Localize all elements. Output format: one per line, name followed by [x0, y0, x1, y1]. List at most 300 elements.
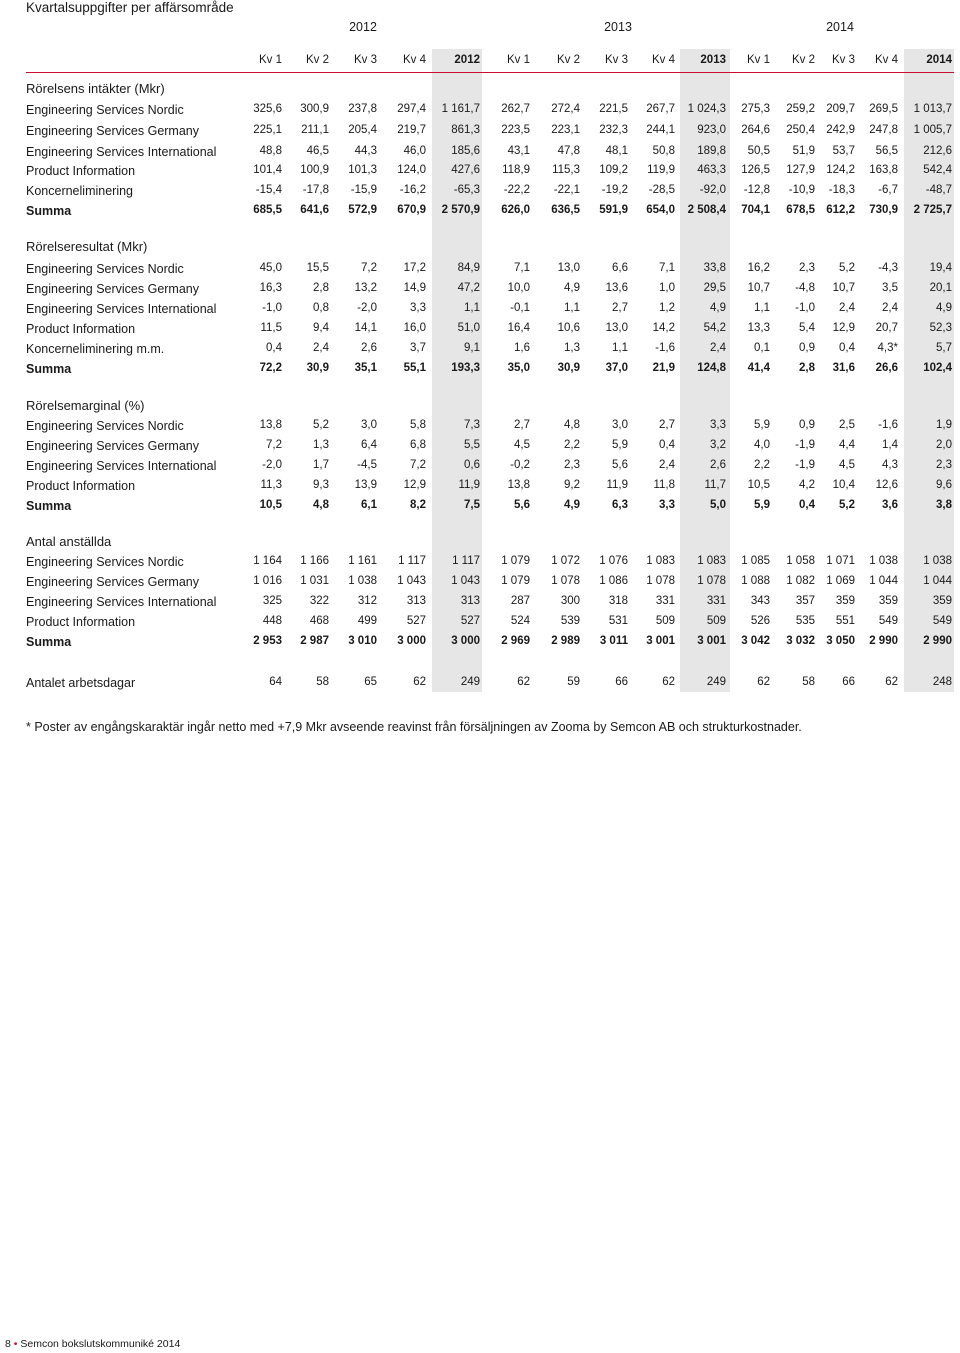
table-row	[0, 184, 960, 202]
table-cell: 20,1	[929, 282, 952, 294]
table-cell: 2,2	[564, 439, 580, 451]
table-cell: 300	[560, 595, 580, 607]
table-cell: 297,4	[397, 103, 426, 115]
table-cell: 21,9	[652, 362, 675, 374]
table-cell: 463,3	[697, 164, 726, 176]
row-label: Engineering Services Nordic	[26, 103, 184, 117]
table-cell: -28,5	[648, 184, 675, 196]
table-cell: 259,2	[786, 103, 815, 115]
table-cell: 115,3	[552, 164, 580, 176]
table-cell: 2 570,9	[441, 204, 480, 216]
table-cell: 5,2	[839, 262, 855, 274]
table-cell: 50,8	[652, 145, 675, 157]
table-cell: 1 024,3	[687, 103, 726, 115]
column-header: Kv 1	[506, 54, 530, 66]
table-cell: 119,9	[647, 164, 675, 176]
table-cell: 527	[460, 615, 480, 627]
table-row	[0, 575, 960, 593]
table-cell: 26,6	[875, 362, 898, 374]
table-cell: 4,9	[710, 302, 726, 314]
table-cell: 46,0	[403, 145, 426, 157]
table-cell: 124,0	[397, 164, 426, 176]
table-cell: 15,5	[306, 262, 329, 274]
footnote: * Poster av engångskaraktär ingår netto med +7,9 Mkr avseende reavinst från försäljningen av Zooma by Semcon AB och strukturkostnader.	[26, 720, 802, 734]
page-title: Kvartalsuppgifter per affärsområde	[26, 0, 234, 15]
row-label: Engineering Services International	[26, 459, 217, 473]
row-label: Koncerneliminering	[26, 184, 134, 198]
table-cell: 13,0	[605, 322, 628, 334]
table-cell: 499	[357, 615, 377, 627]
table-cell: 0,4	[839, 342, 855, 354]
table-cell: 2,4	[710, 342, 726, 354]
table-cell: 84,9	[457, 262, 480, 274]
column-header: Kv 2	[305, 54, 329, 66]
table-cell: 1,2	[659, 302, 675, 314]
table-cell: 48,1	[605, 145, 628, 157]
table-row	[0, 555, 960, 573]
table-cell: 685,5	[253, 204, 282, 216]
table-row	[0, 282, 960, 300]
table-cell: 4,0	[754, 439, 770, 451]
table-cell: 5,6	[612, 459, 628, 471]
table-cell: 45,0	[259, 262, 282, 274]
table-cell: 313	[460, 595, 480, 607]
table-cell: 244,1	[646, 124, 675, 136]
table-cell: 3,7	[410, 342, 426, 354]
table-cell: 10,5	[259, 499, 282, 511]
table-cell: 2 969	[501, 635, 530, 647]
column-header: 2014	[926, 54, 952, 66]
table-row	[0, 342, 960, 360]
row-label: Engineering Services International	[26, 595, 217, 609]
column-header: Kv 4	[651, 54, 675, 66]
table-row	[0, 103, 960, 121]
table-cell: 10,6	[557, 322, 580, 334]
table-cell: 225,1	[253, 124, 282, 136]
table-cell: 3,5	[882, 282, 898, 294]
table-cell: 10,0	[507, 282, 530, 294]
table-cell: 0,9	[799, 342, 815, 354]
table-cell: 526	[750, 615, 770, 627]
table-cell: 312	[357, 595, 377, 607]
table-cell: 55,1	[403, 362, 426, 374]
table-cell: 1 117	[398, 555, 426, 567]
table-cell: -15,4	[255, 184, 282, 196]
table-cell: 41,4	[747, 362, 770, 374]
table-cell: 468	[309, 615, 329, 627]
section-heading: Antal anställda	[26, 534, 112, 549]
table-cell: 542,4	[923, 164, 952, 176]
row-label: Engineering Services International	[26, 302, 217, 316]
table-cell: 10,4	[832, 479, 855, 491]
table-cell: 318	[608, 595, 628, 607]
table-cell: 10,7	[832, 282, 855, 294]
table-cell: 3 001	[646, 635, 675, 647]
page-footer	[5, 1338, 180, 1350]
table-cell: 1 038	[923, 555, 952, 567]
table-cell: 5,8	[410, 419, 426, 431]
table-row	[0, 322, 960, 340]
table-cell: 678,5	[786, 204, 815, 216]
table-cell: 1 031	[300, 575, 329, 587]
table-cell: 313	[406, 595, 426, 607]
table-cell: 509	[655, 615, 675, 627]
table-cell: 1 044	[869, 575, 898, 587]
table-cell: 19,4	[929, 262, 952, 274]
table-cell: 1,4	[882, 439, 898, 451]
section-heading: Rörelsemarginal (%)	[26, 398, 145, 413]
table-cell: 7,5	[464, 499, 480, 511]
table-cell: 0,8	[313, 302, 329, 314]
table-cell: 1 069	[826, 575, 855, 587]
table-cell: 0,4	[799, 499, 815, 511]
table-cell: 2 990	[869, 635, 898, 647]
table-cell: 16,2	[747, 262, 770, 274]
year-header-row	[0, 20, 960, 36]
table-cell: 322	[309, 595, 329, 607]
header-divider	[26, 72, 954, 73]
row-label: Engineering Services Nordic	[26, 555, 184, 569]
row-label: Engineering Services Germany	[26, 575, 199, 589]
table-cell: 2,4	[659, 459, 675, 471]
table-cell: 1 078	[551, 575, 580, 587]
table-cell: 35,1	[354, 362, 377, 374]
table-cell: 1 083	[646, 555, 675, 567]
table-cell: 670,9	[397, 204, 426, 216]
table-cell: 2 725,7	[913, 204, 952, 216]
year-label: 2014	[826, 20, 854, 34]
table-cell: 3,3	[410, 302, 426, 314]
table-cell: 127,9	[786, 164, 815, 176]
table-cell: 62	[757, 676, 770, 688]
table-cell: 9,2	[564, 479, 580, 491]
table-cell: -12,8	[743, 184, 770, 196]
table-cell: 5,6	[514, 499, 530, 511]
table-row	[0, 124, 960, 142]
table-cell: -4,3	[878, 262, 898, 274]
table-cell: 1 043	[451, 575, 480, 587]
row-label: Summa	[26, 204, 72, 218]
column-header: Kv 4	[874, 54, 898, 66]
table-cell: 1 071	[826, 555, 855, 567]
table-cell: 66	[842, 676, 855, 688]
row-label: Engineering Services International	[26, 145, 217, 159]
table-cell: 331	[655, 595, 675, 607]
table-cell: 163,8	[869, 164, 898, 176]
table-cell: 535	[795, 615, 815, 627]
table-cell: 1 013,7	[913, 103, 952, 115]
table-cell: -18,3	[828, 184, 855, 196]
table-cell: 2,7	[612, 302, 628, 314]
table-cell: 5,4	[799, 322, 815, 334]
table-cell: 205,4	[348, 124, 377, 136]
table-cell: 275,3	[741, 103, 770, 115]
table-cell: 11,9	[458, 479, 480, 491]
table-cell: 1 005,7	[913, 124, 952, 136]
table-cell: 4,8	[313, 499, 329, 511]
row-label: Summa	[26, 362, 72, 376]
table-cell: 7,1	[514, 262, 530, 274]
table-cell: 3 032	[786, 635, 815, 647]
table-cell: 0,4	[266, 342, 282, 354]
table-cell: 14,1	[354, 322, 377, 334]
row-label: Koncerneliminering m.m.	[26, 342, 165, 356]
row-label: Product Information	[26, 615, 136, 629]
table-cell: 8,2	[410, 499, 426, 511]
table-cell: 4,8	[564, 419, 580, 431]
table-cell: 47,8	[557, 145, 580, 157]
table-cell: 14,2	[652, 322, 675, 334]
table-row	[0, 145, 960, 163]
table-row	[0, 439, 960, 457]
table-cell: 262,7	[501, 103, 530, 115]
table-cell: 3 000	[451, 635, 480, 647]
table-cell: 359	[878, 595, 898, 607]
column-header: Kv 3	[353, 54, 377, 66]
table-cell: 1 088	[741, 575, 770, 587]
table-cell: 1 161,7	[441, 103, 480, 115]
table-cell: 1,7	[313, 459, 329, 471]
table-cell: -2,0	[357, 302, 377, 314]
table-cell: 636,5	[551, 204, 580, 216]
table-cell: 16,0	[403, 322, 426, 334]
table-cell: 861,3	[451, 124, 480, 136]
year-label: 2012	[349, 20, 377, 34]
table-cell: 193,3	[451, 362, 480, 374]
table-cell: 43,1	[507, 145, 530, 157]
year-label: 2013	[604, 20, 632, 34]
table-cell: 20,7	[875, 322, 898, 334]
row-label: Product Information	[26, 164, 136, 178]
table-cell: -1,0	[795, 302, 815, 314]
table-cell: 7,3	[464, 419, 480, 431]
table-cell: -22,2	[503, 184, 530, 196]
table-cell: 2,2	[754, 459, 770, 471]
table-cell: 3,6	[882, 499, 898, 511]
table-cell: 549	[878, 615, 898, 627]
table-cell: 5,5	[464, 439, 480, 451]
table-cell: 59	[567, 676, 580, 688]
column-header: Kv 3	[831, 54, 855, 66]
table-cell: 54,2	[703, 322, 726, 334]
table-cell: 6,8	[410, 439, 426, 451]
table-cell: 242,9	[826, 124, 855, 136]
table-row	[0, 459, 960, 477]
table-row	[0, 615, 960, 633]
table-cell: -1,9	[795, 459, 815, 471]
table-cell: 1 085	[741, 555, 770, 567]
table-cell: 17,2	[403, 262, 426, 274]
table-row	[0, 419, 960, 437]
table-cell: 626,0	[501, 204, 530, 216]
table-cell: 14,9	[403, 282, 426, 294]
table-cell: 0,1	[754, 342, 770, 354]
table-cell: 4,9	[564, 499, 580, 511]
table-cell: 325	[262, 595, 282, 607]
table-cell: 2,0	[936, 439, 952, 451]
row-label: Product Information	[26, 322, 136, 336]
table-cell: 62	[662, 676, 675, 688]
table-cell: 219,7	[397, 124, 426, 136]
table-cell: 5,0	[710, 499, 726, 511]
table-cell: 6,6	[612, 262, 628, 274]
table-cell: 3,8	[936, 499, 952, 511]
table-cell: 2 508,4	[687, 204, 726, 216]
table-cell: -48,7	[925, 184, 952, 196]
table-cell: -1,0	[262, 302, 282, 314]
table-cell: 1 079	[501, 575, 530, 587]
table-cell: 52,3	[929, 322, 952, 334]
table-cell: 2 990	[923, 635, 952, 647]
table-cell: 3 042	[741, 635, 770, 647]
table-cell: 7,2	[266, 439, 282, 451]
table-cell: 47,2	[457, 282, 480, 294]
summary-row	[0, 635, 960, 653]
table-cell: 2,4	[313, 342, 329, 354]
table-cell: 4,3*	[877, 342, 898, 354]
table-cell: -0,2	[510, 459, 530, 471]
table-cell: 264,6	[741, 124, 770, 136]
section-heading: Rörelseresultat (Mkr)	[26, 239, 148, 254]
table-cell: 62	[517, 676, 530, 688]
table-cell: 2 989	[551, 635, 580, 647]
table-cell: 730,9	[869, 204, 898, 216]
table-cell: -92,0	[699, 184, 726, 196]
table-cell: 100,9	[300, 164, 329, 176]
table-cell: 1,3	[313, 439, 329, 451]
row-label: Antalet arbetsdagar	[26, 676, 136, 690]
table-cell: 13,6	[605, 282, 628, 294]
row-label: Engineering Services Nordic	[26, 262, 184, 276]
table-cell: 249	[706, 676, 726, 688]
table-cell: 509	[706, 615, 726, 627]
table-cell: -17,8	[302, 184, 329, 196]
row-label: Product Information	[26, 479, 136, 493]
table-cell: 1,6	[514, 342, 530, 354]
table-cell: 2,8	[313, 282, 329, 294]
table-cell: 10,5	[747, 479, 770, 491]
table-cell: 269,5	[869, 103, 898, 115]
table-cell: 1,9	[936, 419, 952, 431]
table-cell: 66	[615, 676, 628, 688]
table-cell: 51,9	[792, 145, 815, 157]
table-cell: 232,3	[599, 124, 628, 136]
table-cell: -65,3	[453, 184, 480, 196]
table-cell: 654,0	[646, 204, 675, 216]
table-cell: 1 086	[599, 575, 628, 587]
table-cell: 9,4	[313, 322, 329, 334]
table-cell: 591,9	[599, 204, 628, 216]
table-cell: 267,7	[646, 103, 675, 115]
table-cell: 1,3	[564, 342, 580, 354]
row-label: Summa	[26, 499, 72, 513]
table-cell: 124,8	[697, 362, 726, 374]
column-header: Kv 2	[556, 54, 580, 66]
table-cell: 9,1	[464, 342, 480, 354]
table-cell: 248	[932, 676, 952, 688]
table-cell: 209,7	[826, 103, 855, 115]
table-cell: 4,9	[936, 302, 952, 314]
table-cell: 612,2	[826, 204, 855, 216]
table-cell: -1,6	[655, 342, 675, 354]
table-cell: 11,9	[606, 479, 628, 491]
table-cell: 1 079	[501, 555, 530, 567]
table-cell: 3 011	[599, 635, 628, 647]
table-cell: 4,2	[799, 479, 815, 491]
table-cell: 359	[932, 595, 952, 607]
table-cell: 531	[608, 615, 628, 627]
table-cell: 2,3	[564, 459, 580, 471]
table-cell: 10,7	[747, 282, 770, 294]
table-cell: 343	[750, 595, 770, 607]
table-cell: 549	[932, 615, 952, 627]
table-cell: 2,5	[839, 419, 855, 431]
table-cell: 53,7	[832, 145, 855, 157]
table-cell: 2,4	[882, 302, 898, 314]
table-cell: 1 038	[869, 555, 898, 567]
table-cell: 250,4	[786, 124, 815, 136]
table-cell: -6,7	[878, 184, 898, 196]
table-cell: -19,2	[601, 184, 628, 196]
table-cell: 3,2	[710, 439, 726, 451]
table-cell: 185,6	[451, 145, 480, 157]
table-cell: 11,5	[260, 322, 282, 334]
table-cell: 0,4	[659, 439, 675, 451]
table-cell: 2,8	[799, 362, 815, 374]
table-cell: 13,3	[747, 322, 770, 334]
table-cell: 11,7	[704, 479, 726, 491]
table-cell: 64	[269, 676, 282, 688]
table-cell: 524	[510, 615, 530, 627]
table-cell: 5,2	[839, 499, 855, 511]
table-cell: 126,5	[741, 164, 770, 176]
table-cell: 13,8	[507, 479, 530, 491]
table-cell: 1 044	[923, 575, 952, 587]
table-cell: 211,1	[301, 124, 329, 136]
table-cell: 7,2	[361, 262, 377, 274]
table-cell: -1,6	[878, 419, 898, 431]
table-cell: 4,4	[839, 439, 855, 451]
section-heading: Rörelsens intäkter (Mkr)	[26, 81, 165, 96]
table-cell: 11,8	[653, 479, 675, 491]
table-cell: 72,2	[259, 362, 282, 374]
table-cell: 1 164	[253, 555, 282, 567]
table-cell: -22,1	[553, 184, 580, 196]
table-cell: 4,3	[882, 459, 898, 471]
table-cell: 223,1	[551, 124, 580, 136]
table-cell: 1 078	[646, 575, 675, 587]
table-cell: 2,3	[936, 459, 952, 471]
column-header-row	[0, 54, 960, 68]
table-cell: 31,6	[832, 362, 855, 374]
table-cell: 13,9	[354, 479, 377, 491]
table-cell: 2 953	[253, 635, 282, 647]
table-cell: 3 000	[397, 635, 426, 647]
table-cell: 0,6	[464, 459, 480, 471]
table-cell: 1 078	[697, 575, 726, 587]
table-cell: 448	[262, 615, 282, 627]
table-cell: 237,8	[348, 103, 377, 115]
table-cell: 1,0	[659, 282, 675, 294]
table-cell: -4,5	[357, 459, 377, 471]
table-cell: 5,9	[612, 439, 628, 451]
table-cell: 44,3	[354, 145, 377, 157]
column-header: Kv 1	[746, 54, 770, 66]
column-header: 2012	[454, 54, 480, 66]
table-cell: 1 072	[551, 555, 580, 567]
table-cell: 9,3	[313, 479, 329, 491]
table-cell: 1 016	[253, 575, 282, 587]
